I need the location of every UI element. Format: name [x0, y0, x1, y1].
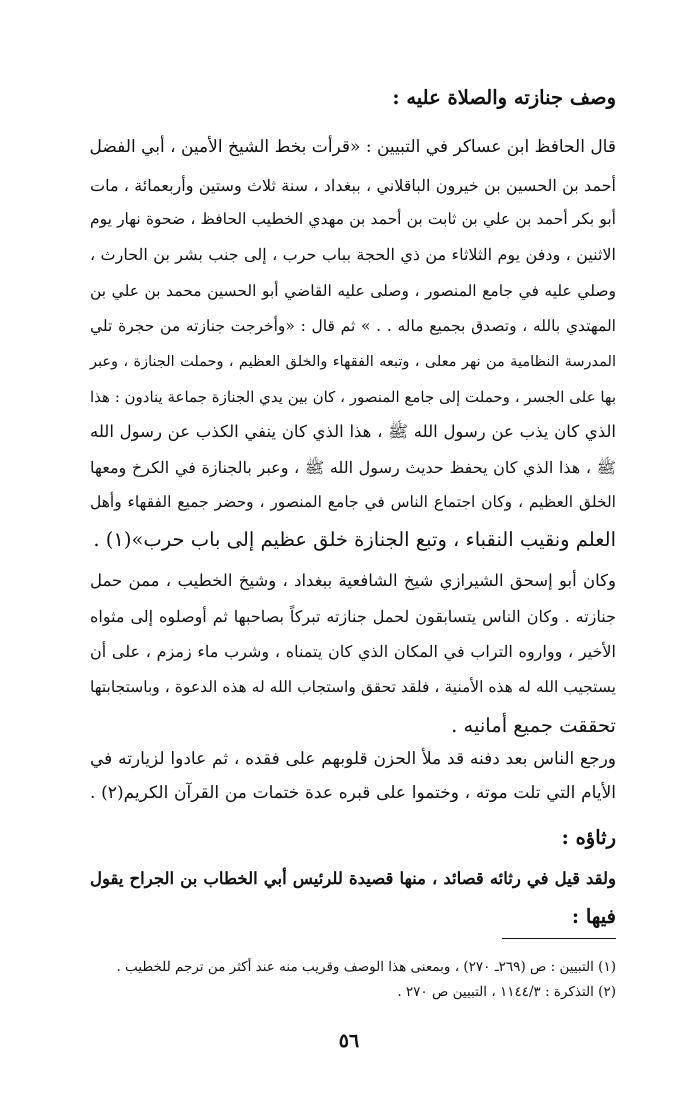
text-line: الاثنين ، ودفن يوم الثلاثاء من ذي الحجة بباب حرب ، إلى جنب بشر بن الحارث ،	[90, 245, 616, 264]
text-line: وصلي عليه في جامع المنصور ، وصلى عليه القاضي أبو الحسين محمد بن علي بن	[90, 282, 616, 300]
text-line: قال الحافظ ابن عساكر في التبيين : «قرأت بخط الشيخ الأمين ، أبي الفضل	[89, 137, 616, 157]
page-number: ٥٦	[338, 1030, 360, 1052]
text-line: الأيام التي تلت موته ، وختموا على قبره عدة ختمات من القرآن الكريم(٢) .	[90, 783, 616, 803]
text-line: أحمد بن الحسين بن خيرون الباقلاني ، ببغداد ، سنة ثلاث وستين وأربعمائة ، مات	[90, 176, 616, 195]
text-line: بها على الجسر ، وحملت إلى جامع المنصور ، كان بين يدي الجنازة جماعة ينادون : هذا	[89, 388, 616, 406]
text-line: تحققت جميع أمانيه .	[451, 714, 616, 737]
text-line: ﷺ ، هذا الذي كان يحفظ حديث رسول الله ﷺ ، وعبر بالجنازة في الكرخ ومعها	[90, 458, 617, 477]
text-line: الذي كان يذب عن رسول الله ﷺ ، هذا الذي كان ينفي الكذب عن رسول الله	[90, 422, 616, 441]
text-line: أبو بكر أحمد بن علي بن ثابت بن أحمد بن مهدي الخطيب الحافظ ، ضحوة نهار يوم	[90, 210, 616, 228]
text-line: ولقد قيل في رثائه قصائد ، منها قصيدة للرئيس أبي الخطاب بن الجراح يقول	[90, 869, 616, 888]
text-line: المهتدي بالله ، وتصدق بجميع ماله . . » ثم قال : «وأخرجت جنازته من حجرة تلي	[90, 317, 616, 335]
text-line: الخلق العظيم ، وكان اجتماع الناس في جامع المنصور ، وحضر جميع الفقهاء وأهل	[90, 493, 616, 511]
text-line: العلم ونقيب النقباء ، وتبع الجنازة خلق عظيم إلى باب حرب»(١) .	[93, 528, 616, 551]
text-line: المدرسة النظامية من نهر معلى ، وتبعه الفقهاء والخلق العظيم ، وحملت الجنازة ، وعبر	[90, 354, 616, 370]
text-line: فيها :	[571, 905, 616, 928]
footnote-separator	[502, 938, 616, 939]
text-line: وكان أبو إسحق الشيرازي شيخ الشافعية ببغداد ، وشيخ الخطيب ، ممن حمل	[90, 571, 616, 590]
text-line: الأخير ، وواروه التراب في المكان الذي كان يتمناه ، وشرب ماء زمزم ، على أن	[90, 642, 616, 661]
text-line: يستجيب الله له هذه الأمنية ، فلقد تحقق واستجاب الله له هذه الدعوة ، وباستجابتها	[90, 678, 616, 696]
text-line: جنازته . وكان الناس يتسابقون لحمل جنازته تبركاً بصاحبها ثم أوصلوه إلى مثواه	[90, 607, 616, 626]
section-heading-funeral: وصف جنازته والصلاة عليه :	[392, 86, 616, 109]
footnote-2: (٢) التذكرة : ١١٤٤/٣ ، التبيين ص ٢٧٠ .	[397, 984, 616, 1000]
section-heading-elegies: رثاؤه :	[561, 826, 616, 849]
text-line: ورجع الناس بعد دفنه قد ملأ الحزن قلوبهم على فقده ، ثم عادوا لزيارته في	[90, 749, 616, 769]
footnote-1: (١) التبيين : ص (٢٦٩ـ ٢٧٠) ، وبمعنى هذا الوصف وقريب منه عند أكثر من ترجم للخطيب .	[116, 959, 616, 975]
